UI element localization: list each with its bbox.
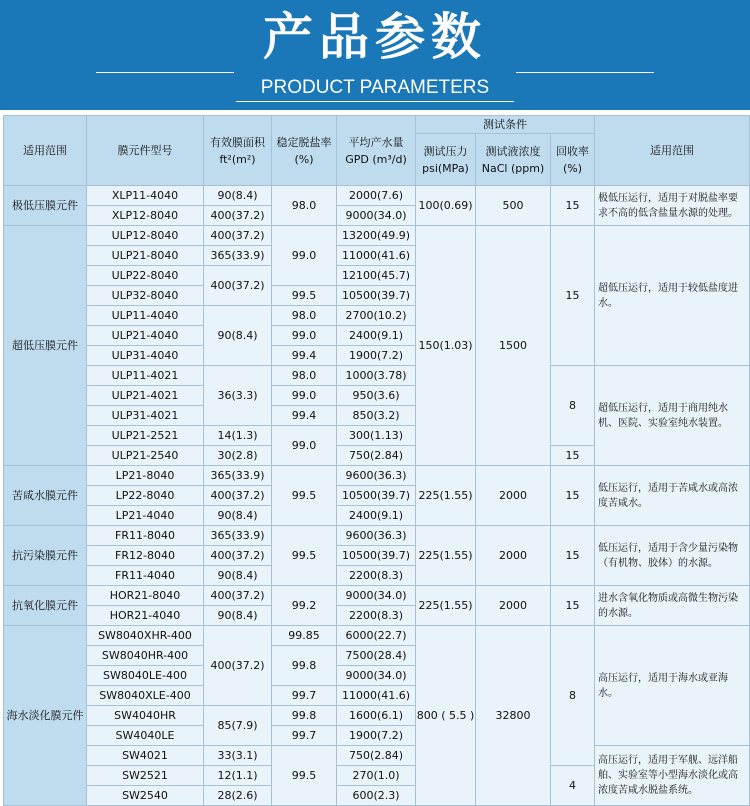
rejection-cell: 99.0 — [272, 226, 337, 286]
rejection-cell: 99.0 — [272, 426, 337, 466]
area-cell: 400(37.2) — [204, 486, 272, 506]
category-cell: 抗氧化膜元件 — [4, 586, 87, 626]
model-cell: FR12-8040 — [87, 546, 204, 566]
model-cell: ULP31-4021 — [87, 406, 204, 426]
area-cell: 85(7.9) — [204, 706, 272, 746]
header-flow — [337, 116, 416, 186]
product-parameters-table — [3, 115, 750, 806]
recovery-cell: 15 — [551, 586, 595, 626]
flow-cell: 750(2.84) — [337, 746, 416, 766]
model-cell: ULP21-4040 — [87, 326, 204, 346]
header-model: 膜元件型号 — [87, 116, 204, 186]
flow-cell: 1600(6.1) — [337, 706, 416, 726]
model-cell: FR11-8040 — [87, 526, 204, 546]
flow-cell: 2400(9.1) — [337, 326, 416, 346]
header-flow-line2: GPD (m³/d) — [345, 152, 407, 166]
page-subtitle: PRODUCT PARAMETERS — [260, 77, 490, 98]
table-row — [4, 186, 750, 206]
rejection-cell: 99.0 — [272, 386, 337, 406]
flow-cell: 10500(39.7) — [337, 286, 416, 306]
header-test-conditions: 测试条件 — [416, 116, 595, 134]
model-cell: SW2540 — [87, 786, 204, 806]
rejection-cell: 99.7 — [272, 686, 337, 706]
application-cell: 超低压运行，适用于商用纯水机、医院、实验室纯水装置。 — [595, 366, 750, 466]
area-cell: 365(33.9) — [204, 466, 272, 486]
area-cell: 30(2.8) — [204, 446, 272, 466]
recovery-cell: 15 — [551, 226, 595, 366]
flow-cell: 9600(36.3) — [337, 526, 416, 546]
area-cell: 14(1.3) — [204, 426, 272, 446]
application-cell: 低压运行，适用于苦咸水或高浓度苦咸水。 — [595, 466, 750, 526]
model-cell: ULP21-2540 — [87, 446, 204, 466]
area-cell: 400(37.2) — [204, 546, 272, 566]
application-cell: 高压运行，适用于军舰、远洋船舶、实验室等小型海水淡化或高浓度苦咸水脱盐系统。 — [595, 746, 750, 806]
flow-cell: 11000(41.6) — [337, 246, 416, 266]
flow-cell: 2200(8.3) — [337, 566, 416, 586]
rejection-cell: 99.5 — [272, 286, 337, 306]
category-cell: 极低压膜元件 — [4, 186, 87, 226]
flow-cell: 10500(39.7) — [337, 546, 416, 566]
concentration-cell: 2000 — [476, 526, 551, 586]
model-cell: ULP21-8040 — [87, 246, 204, 266]
model-cell: SW4040LE — [87, 726, 204, 746]
model-cell: ULP21-4021 — [87, 386, 204, 406]
model-cell: SW8040HR-400 — [87, 646, 204, 666]
table-row — [4, 226, 750, 246]
area-cell: 12(1.1) — [204, 766, 272, 786]
table-row — [4, 626, 750, 646]
table-row — [4, 526, 750, 546]
page-title: 产品参数 — [263, 8, 487, 66]
header-conc-line1: 测试液浓度 — [485, 144, 541, 158]
header-rejection-line2: (%) — [294, 152, 314, 166]
application-cell: 低压运行，适用于含少量污染物（有机物、胶体）的水源。 — [595, 526, 750, 586]
model-cell: ULP21-2521 — [87, 426, 204, 446]
flow-cell: 300(1.13) — [337, 426, 416, 446]
recovery-cell: 15 — [551, 446, 595, 466]
header-area-line2: ft²(m²) — [219, 152, 256, 166]
concentration-cell: 1500 — [476, 226, 551, 466]
divider-left — [96, 72, 234, 73]
area-cell: 400(37.2) — [204, 626, 272, 706]
area-cell: 400(37.2) — [204, 266, 272, 306]
table-row — [4, 366, 750, 386]
header-conc-line2: NaCl (ppm) — [481, 161, 545, 175]
recovery-cell: 15 — [551, 186, 595, 226]
category-cell: 超低压膜元件 — [4, 226, 87, 466]
header-rejection — [272, 116, 337, 186]
model-cell: ULP11-4021 — [87, 366, 204, 386]
rejection-cell: 99.4 — [272, 346, 337, 366]
flow-cell: 6000(22.7) — [337, 626, 416, 646]
model-cell: SW8040LE-400 — [87, 666, 204, 686]
model-cell: FR11-4040 — [87, 566, 204, 586]
rejection-cell: 99.5 — [272, 466, 337, 526]
recovery-cell: 15 — [551, 526, 595, 586]
model-cell: LP22-8040 — [87, 486, 204, 506]
flow-cell: 1000(3.78) — [337, 366, 416, 386]
model-cell: SW4021 — [87, 746, 204, 766]
header-application: 适用范围 — [595, 116, 750, 186]
flow-cell: 270(1.0) — [337, 766, 416, 786]
flow-cell: 1900(7.2) — [337, 726, 416, 746]
area-cell: 400(37.2) — [204, 586, 272, 606]
model-cell: ULP32-8040 — [87, 286, 204, 306]
rejection-cell: 99.7 — [272, 726, 337, 746]
flow-cell: 9000(34.0) — [337, 586, 416, 606]
header-concentration — [476, 134, 551, 186]
flow-cell: 9600(36.3) — [337, 466, 416, 486]
divider-right — [516, 72, 654, 73]
flow-cell: 600(2.3) — [337, 786, 416, 806]
concentration-cell: 32800 — [476, 626, 551, 806]
header-recovery — [551, 134, 595, 186]
application-cell: 高压运行，适用于海水或亚海水。 — [595, 626, 750, 746]
header-area — [204, 116, 272, 186]
header-scope: 适用范围 — [4, 116, 87, 186]
flow-cell: 750(2.84) — [337, 446, 416, 466]
category-cell: 海水淡化膜元件 — [4, 626, 87, 806]
pressure-cell: 225(1.55) — [416, 586, 476, 626]
flow-cell: 9000(34.0) — [337, 666, 416, 686]
flow-cell: 12100(45.7) — [337, 266, 416, 286]
flow-cell: 2000(7.6) — [337, 186, 416, 206]
flow-cell: 2400(9.1) — [337, 506, 416, 526]
model-cell: SW8040XHR-400 — [87, 626, 204, 646]
flow-cell: 2700(10.2) — [337, 306, 416, 326]
rejection-cell: 99.5 — [272, 746, 337, 806]
area-cell: 90(8.4) — [204, 606, 272, 626]
flow-cell: 11000(41.6) — [337, 686, 416, 706]
area-cell: 90(8.4) — [204, 186, 272, 206]
header-area-line1: 有效膜面积 — [210, 135, 265, 149]
header-recovery-line2: (%) — [562, 161, 583, 175]
recovery-cell: 8 — [551, 366, 595, 446]
area-cell: 36(3.3) — [204, 366, 272, 426]
rejection-cell: 98.0 — [272, 186, 337, 226]
model-cell: ULP11-4040 — [87, 306, 204, 326]
model-cell: XLP11-4040 — [87, 186, 204, 206]
concentration-cell: 500 — [476, 186, 551, 226]
model-cell: ULP22-8040 — [87, 266, 204, 286]
rejection-cell: 99.8 — [272, 706, 337, 726]
rejection-cell: 98.0 — [272, 366, 337, 386]
recovery-cell: 15 — [551, 466, 595, 526]
rejection-cell: 99.5 — [272, 526, 337, 586]
concentration-cell: 2000 — [476, 466, 551, 526]
area-cell: 400(37.2) — [204, 206, 272, 226]
concentration-cell: 2000 — [476, 586, 551, 626]
model-cell: SW4040HR — [87, 706, 204, 726]
model-cell: SW2521 — [87, 766, 204, 786]
header-pressure — [416, 134, 476, 186]
table-row — [4, 746, 750, 766]
area-cell: 365(33.9) — [204, 246, 272, 266]
area-cell: 90(8.4) — [204, 566, 272, 586]
area-cell: 400(37.2) — [204, 226, 272, 246]
flow-cell: 1900(7.2) — [337, 346, 416, 366]
recovery-cell: 4 — [551, 766, 595, 806]
recovery-cell: 8 — [551, 626, 595, 766]
subtitle-underline — [236, 101, 514, 102]
model-cell: SW8040XLE-400 — [87, 686, 204, 706]
rejection-cell: 99.0 — [272, 326, 337, 346]
header-recovery-line1: 回收率 — [556, 144, 589, 158]
flow-cell: 950(3.6) — [337, 386, 416, 406]
model-cell: LP21-4040 — [87, 506, 204, 526]
rejection-cell: 99.4 — [272, 406, 337, 426]
model-cell: ULP31-4040 — [87, 346, 204, 366]
flow-cell: 10500(39.7) — [337, 486, 416, 506]
header-rejection-line1: 稳定脱盐率 — [276, 135, 332, 149]
category-cell: 苦咸水膜元件 — [4, 466, 87, 526]
area-cell: 90(8.4) — [204, 306, 272, 366]
area-cell: 28(2.6) — [204, 786, 272, 806]
header-pressure-line1: 测试压力 — [423, 144, 468, 158]
rejection-cell: 99.85 — [272, 626, 337, 646]
rejection-cell: 98.0 — [272, 306, 337, 326]
pressure-cell: 800 ( 5.5 ) — [416, 626, 476, 806]
model-cell: ULP12-8040 — [87, 226, 204, 246]
pressure-cell: 225(1.55) — [416, 466, 476, 526]
header-banner — [0, 0, 750, 110]
model-cell: LP21-8040 — [87, 466, 204, 486]
model-cell: XLP12-8040 — [87, 206, 204, 226]
rejection-cell: 99.2 — [272, 586, 337, 626]
pressure-cell: 150(1.03) — [416, 226, 476, 466]
header-flow-line1: 平均产水量 — [348, 135, 404, 149]
header-pressure-line2: psi(MPa) — [422, 161, 469, 175]
pressure-cell: 100(0.69) — [416, 186, 476, 226]
application-cell: 超低压运行，适用于较低盐度进水。 — [595, 226, 750, 366]
rejection-cell: 99.8 — [272, 646, 337, 686]
flow-cell: 9000(34.0) — [337, 206, 416, 226]
application-cell: 进水含氧化物质或高微生物污染的水源。 — [595, 586, 750, 626]
flow-cell: 850(3.2) — [337, 406, 416, 426]
category-cell: 抗污染膜元件 — [4, 526, 87, 586]
flow-cell: 7500(28.4) — [337, 646, 416, 666]
model-cell: HOR21-4040 — [87, 606, 204, 626]
area-cell: 33(3.1) — [204, 746, 272, 766]
area-cell: 90(8.4) — [204, 506, 272, 526]
application-cell: 极低压运行，适用于对脱盐率要求不高的低含盐量水源的处理。 — [595, 186, 750, 226]
table-row — [4, 466, 750, 486]
model-cell: HOR21-8040 — [87, 586, 204, 606]
flow-cell: 13200(49.9) — [337, 226, 416, 246]
pressure-cell: 225(1.55) — [416, 526, 476, 586]
area-cell: 365(33.9) — [204, 526, 272, 546]
flow-cell: 2200(8.3) — [337, 606, 416, 626]
table-row — [4, 586, 750, 606]
